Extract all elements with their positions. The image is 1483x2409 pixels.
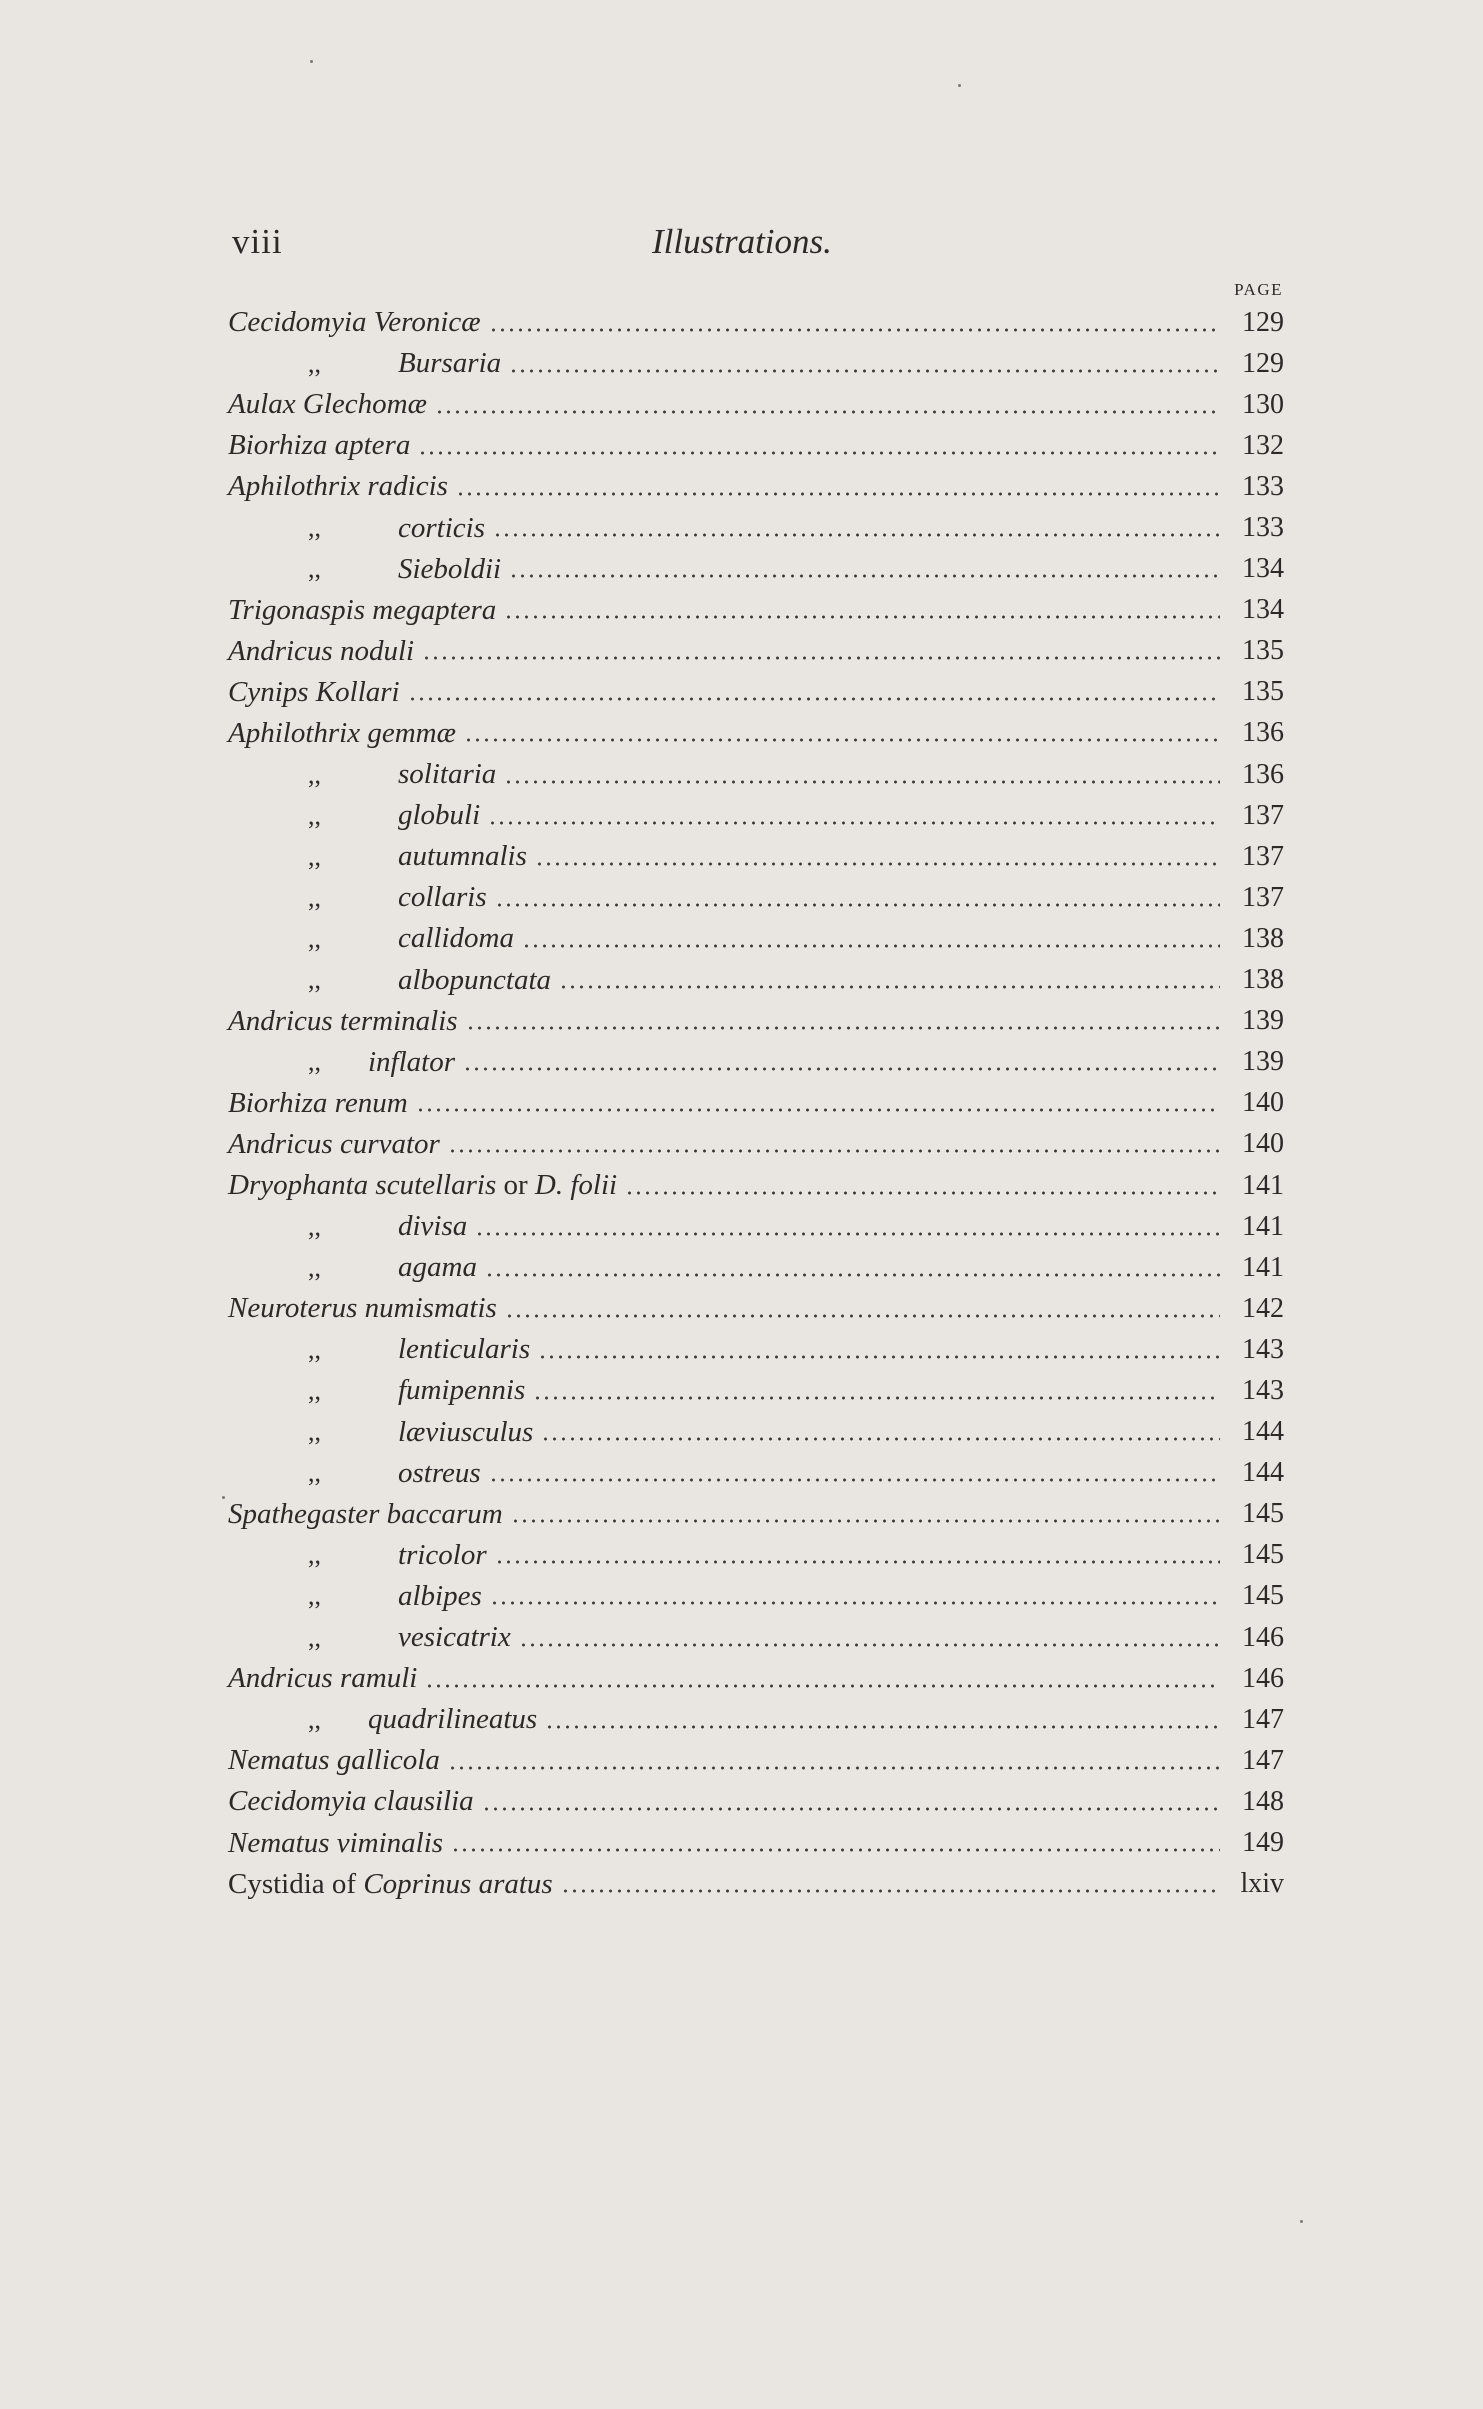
- species-name-text: læviusculus: [398, 1415, 534, 1448]
- species-name-text: Dryophanta scutellaris: [228, 1169, 497, 1202]
- ditto-mark: ,,: [308, 800, 321, 830]
- list-item: [228, 1864, 1284, 1905]
- species-name: [228, 594, 496, 627]
- list-item: [228, 590, 1284, 631]
- page-number: 148: [1242, 1785, 1284, 1817]
- species-name: [398, 799, 480, 832]
- list-item: [228, 1247, 1284, 1288]
- paper-speck: [1300, 2220, 1303, 2223]
- list-item: [228, 1083, 1284, 1124]
- species-name: [228, 306, 481, 339]
- dot-leader: [559, 984, 1220, 990]
- list-item: [228, 302, 1284, 343]
- species-name-text: albopunctata: [398, 963, 552, 996]
- ditto-mark: ,,: [308, 1417, 321, 1447]
- dot-leader: [425, 1683, 1220, 1689]
- dot-leader: [488, 820, 1220, 826]
- list-item: [228, 754, 1284, 795]
- dot-leader: [533, 1395, 1220, 1401]
- page-number: 132: [1242, 429, 1284, 461]
- species-name-text: Biorhiza renum: [228, 1086, 408, 1119]
- species-name-text: Nematus viminalis: [228, 1826, 444, 1859]
- dot-leader: [416, 1107, 1220, 1113]
- page-number: 136: [1242, 758, 1284, 790]
- page-number: 147: [1242, 1744, 1284, 1776]
- page-number: 139: [1242, 1005, 1284, 1037]
- name-connector: or: [503, 1169, 528, 1202]
- species-name-text: Cynips Kollari: [228, 675, 400, 708]
- species-name: [398, 1621, 511, 1654]
- name-connector: of: [331, 1867, 357, 1900]
- list-item: [228, 1453, 1284, 1494]
- list-item: [228, 1001, 1284, 1042]
- dot-leader: [504, 779, 1220, 785]
- species-name-text: albipes: [398, 1579, 482, 1612]
- species-name-text: vesicatrix: [398, 1621, 511, 1654]
- list-item: [228, 631, 1284, 672]
- list-item: [228, 1165, 1284, 1206]
- page-number: 144: [1242, 1416, 1284, 1448]
- list-item: [228, 1412, 1284, 1453]
- paper-speck: [222, 1496, 225, 1499]
- dot-leader: [519, 1642, 1220, 1648]
- species-name: [228, 717, 456, 750]
- page-number: 137: [1242, 881, 1284, 913]
- dot-leader: [463, 1066, 1220, 1072]
- ditto-mark: ,,: [308, 841, 321, 871]
- species-name: [398, 1333, 530, 1366]
- dot-leader: [495, 902, 1220, 908]
- species-name-text: Andricus ramuli: [228, 1662, 418, 1695]
- paper-speck: [310, 60, 313, 63]
- dot-leader: [466, 1025, 1220, 1031]
- species-name: [398, 1539, 487, 1572]
- ditto-mark: ,,: [308, 1458, 321, 1488]
- dot-leader: [625, 1190, 1220, 1196]
- species-name-text: Cecidomyia clausilia: [228, 1785, 474, 1818]
- dot-leader: [448, 1765, 1220, 1771]
- page-number: 129: [1242, 306, 1284, 338]
- page-number: 135: [1242, 635, 1284, 667]
- species-name-text: quadrilineatus: [368, 1703, 538, 1736]
- list-item: [228, 466, 1284, 507]
- species-name: [398, 1251, 477, 1284]
- species-name: [228, 1744, 440, 1777]
- dot-leader: [451, 1847, 1220, 1853]
- species-name: [398, 840, 527, 873]
- page-number: 138: [1242, 922, 1284, 954]
- page-number: 138: [1242, 964, 1284, 996]
- ditto-mark: ,,: [308, 513, 321, 543]
- species-name: [228, 1005, 458, 1038]
- species-name-text: corticis: [398, 511, 485, 544]
- paper-speck: [958, 84, 961, 87]
- dot-leader: [504, 614, 1220, 620]
- page-number: 140: [1242, 1087, 1284, 1119]
- species-name: [398, 1580, 482, 1613]
- list-item: [228, 343, 1284, 384]
- species-name-text: Cecidomyia Veronicæ: [228, 306, 481, 339]
- dot-leader: [418, 450, 1220, 456]
- species-name-text: Andricus curvator: [228, 1127, 440, 1160]
- species-alt-name: D. folii: [534, 1169, 618, 1202]
- species-name-text: Spathegaster baccarum: [228, 1497, 503, 1530]
- list-item: [228, 1206, 1284, 1247]
- ditto-mark: ,,: [308, 965, 321, 995]
- list-item: [228, 1740, 1284, 1781]
- species-name-text: inflator: [368, 1045, 456, 1078]
- dot-leader: [535, 861, 1220, 867]
- species-name-text: Trigonaspis megaptera: [228, 593, 497, 626]
- list-item: [228, 1781, 1284, 1822]
- page-number: 145: [1242, 1539, 1284, 1571]
- list-item: [228, 672, 1284, 713]
- page-number: lxiv: [1240, 1868, 1284, 1900]
- dot-leader: [422, 655, 1220, 661]
- running-title: Illustrations.: [652, 222, 832, 261]
- species-name: [228, 388, 427, 421]
- list-item: [228, 1370, 1284, 1411]
- species-name-text: Biorhiza aptera: [228, 429, 411, 462]
- species-name: [368, 1046, 455, 1079]
- list-item: [228, 1699, 1284, 1740]
- ditto-mark: ,,: [308, 1375, 321, 1405]
- page-number: 146: [1242, 1662, 1284, 1694]
- species-name-text: tricolor: [398, 1538, 487, 1571]
- species-name-text: Bursaria: [398, 347, 502, 380]
- list-item: [228, 1124, 1284, 1165]
- dot-leader: [475, 1231, 1220, 1237]
- list-item: [228, 1576, 1284, 1617]
- dot-leader: [511, 1518, 1220, 1524]
- dot-leader: [545, 1724, 1220, 1730]
- species-name-text: Nematus gallicola: [228, 1744, 440, 1777]
- species-name-text: globuli: [398, 799, 481, 832]
- species-name: [228, 1292, 497, 1325]
- species-name-text: Andricus terminalis: [228, 1004, 458, 1037]
- dot-leader: [489, 1477, 1220, 1483]
- page-number: 144: [1242, 1457, 1284, 1489]
- page-number: 149: [1242, 1827, 1284, 1859]
- species-name: [228, 1868, 553, 1901]
- page-number: 129: [1242, 347, 1284, 379]
- page-number: 147: [1242, 1703, 1284, 1735]
- list-item: [228, 549, 1284, 590]
- list-item: [228, 1288, 1284, 1329]
- page-number: 133: [1242, 470, 1284, 502]
- folio-page-number: viii: [232, 222, 283, 261]
- page-number: 134: [1242, 594, 1284, 626]
- page-number: 140: [1242, 1128, 1284, 1160]
- species-name: [398, 347, 501, 380]
- ditto-mark: ,,: [308, 1704, 321, 1734]
- dot-leader: [495, 1559, 1220, 1565]
- ditto-mark: ,,: [308, 1252, 321, 1282]
- species-name-text: autumnalis: [398, 840, 527, 873]
- dot-leader: [505, 1313, 1220, 1319]
- page-number: 137: [1242, 799, 1284, 831]
- list-item: [228, 1042, 1284, 1083]
- list-item: [228, 836, 1284, 877]
- species-name-text: agama: [398, 1251, 477, 1284]
- ditto-mark: ,,: [308, 554, 321, 584]
- list-item: [228, 1658, 1284, 1699]
- dot-leader: [448, 1148, 1220, 1154]
- page-number: 145: [1242, 1580, 1284, 1612]
- list-item: [228, 918, 1284, 959]
- page-number: 141: [1242, 1251, 1284, 1283]
- ditto-mark: ,,: [308, 1211, 321, 1241]
- list-item: [228, 507, 1284, 548]
- species-name: [398, 1457, 481, 1490]
- ditto-mark: ,,: [308, 348, 321, 378]
- species-name: [228, 1169, 617, 1202]
- dot-leader: [489, 327, 1220, 333]
- ditto-mark: ,,: [308, 759, 321, 789]
- species-name: [398, 553, 501, 586]
- page-number: 130: [1242, 388, 1284, 420]
- species-name: [228, 429, 410, 462]
- species-alt-name: Coprinus aratus: [363, 1867, 553, 1900]
- page-number: 135: [1242, 676, 1284, 708]
- species-name-text: collaris: [398, 881, 487, 914]
- list-item: [228, 713, 1284, 754]
- species-name: [398, 964, 551, 997]
- ditto-mark: ,,: [308, 882, 321, 912]
- species-name: [398, 881, 487, 914]
- dot-leader: [464, 737, 1220, 743]
- species-name-text: Sieboldii: [398, 552, 502, 585]
- list-item: [228, 877, 1284, 918]
- species-name-text: Cystidia: [228, 1867, 325, 1900]
- dot-leader: [561, 1888, 1220, 1894]
- dot-leader: [541, 1436, 1220, 1442]
- species-name: [228, 1785, 474, 1818]
- species-name-text: Aulax Glechomæ: [228, 388, 427, 421]
- ditto-mark: ,,: [308, 923, 321, 953]
- species-name: [398, 922, 514, 955]
- page-number: 141: [1242, 1169, 1284, 1201]
- species-name-text: Andricus noduli: [228, 634, 415, 667]
- page-header: [232, 222, 1282, 272]
- page-number: 136: [1242, 717, 1284, 749]
- species-name: [398, 1210, 467, 1243]
- dot-leader: [522, 943, 1220, 949]
- species-name: [228, 635, 414, 668]
- list-item: [228, 1822, 1284, 1863]
- list-item: [228, 795, 1284, 836]
- species-name: [228, 676, 400, 709]
- dot-leader: [482, 1806, 1220, 1812]
- ditto-mark: ,,: [308, 1047, 321, 1077]
- ditto-mark: ,,: [308, 1581, 321, 1611]
- species-name-text: lenticularis: [398, 1333, 531, 1366]
- page-number: 142: [1242, 1292, 1284, 1324]
- list-item: [228, 1329, 1284, 1370]
- page-number: 139: [1242, 1046, 1284, 1078]
- list-item: [228, 1535, 1284, 1576]
- illustrations-list: [228, 302, 1284, 1905]
- species-name: [368, 1703, 537, 1736]
- ditto-mark: ,,: [308, 1334, 321, 1364]
- dot-leader: [485, 1272, 1220, 1278]
- page-number: 146: [1242, 1621, 1284, 1653]
- page-number: 137: [1242, 840, 1284, 872]
- list-item: [228, 384, 1284, 425]
- page-number: 143: [1242, 1374, 1284, 1406]
- dot-leader: [408, 696, 1220, 702]
- page-number: 143: [1242, 1333, 1284, 1365]
- ditto-mark: ,,: [308, 1622, 321, 1652]
- dot-leader: [490, 1600, 1220, 1606]
- species-name: [398, 512, 485, 545]
- dot-leader: [435, 409, 1220, 415]
- page-number: 145: [1242, 1498, 1284, 1530]
- species-name: [228, 1827, 443, 1860]
- dot-leader: [509, 368, 1220, 374]
- dot-leader: [456, 491, 1220, 497]
- species-name: [228, 470, 448, 503]
- species-name: [228, 1087, 408, 1120]
- list-item: [228, 960, 1284, 1001]
- page-number: 141: [1242, 1210, 1284, 1242]
- species-name-text: fumipennis: [398, 1374, 526, 1407]
- dot-leader: [493, 532, 1220, 538]
- species-name-text: ostreus: [398, 1456, 481, 1489]
- species-name-text: Neuroterus numismatis: [228, 1292, 497, 1325]
- species-name: [398, 1416, 533, 1449]
- species-name-text: Aphilothrix radicis: [228, 470, 448, 503]
- page-column-label: PAGE: [1234, 280, 1283, 299]
- species-name: [398, 1374, 525, 1407]
- page-number: 134: [1242, 553, 1284, 585]
- species-name-text: divisa: [398, 1210, 468, 1243]
- species-name: [228, 1498, 503, 1531]
- species-name: [228, 1128, 440, 1161]
- species-name-text: solitaria: [398, 758, 497, 791]
- page-number: 133: [1242, 512, 1284, 544]
- dot-leader: [509, 573, 1220, 579]
- species-name: [398, 758, 496, 791]
- species-name-text: Aphilothrix gemmæ: [228, 716, 456, 749]
- species-name-text: callidoma: [398, 922, 514, 955]
- list-item: [228, 1494, 1284, 1535]
- species-name: [228, 1662, 417, 1695]
- dot-leader: [538, 1354, 1220, 1360]
- list-item: [228, 425, 1284, 466]
- ditto-mark: ,,: [308, 1540, 321, 1570]
- list-item: [228, 1617, 1284, 1658]
